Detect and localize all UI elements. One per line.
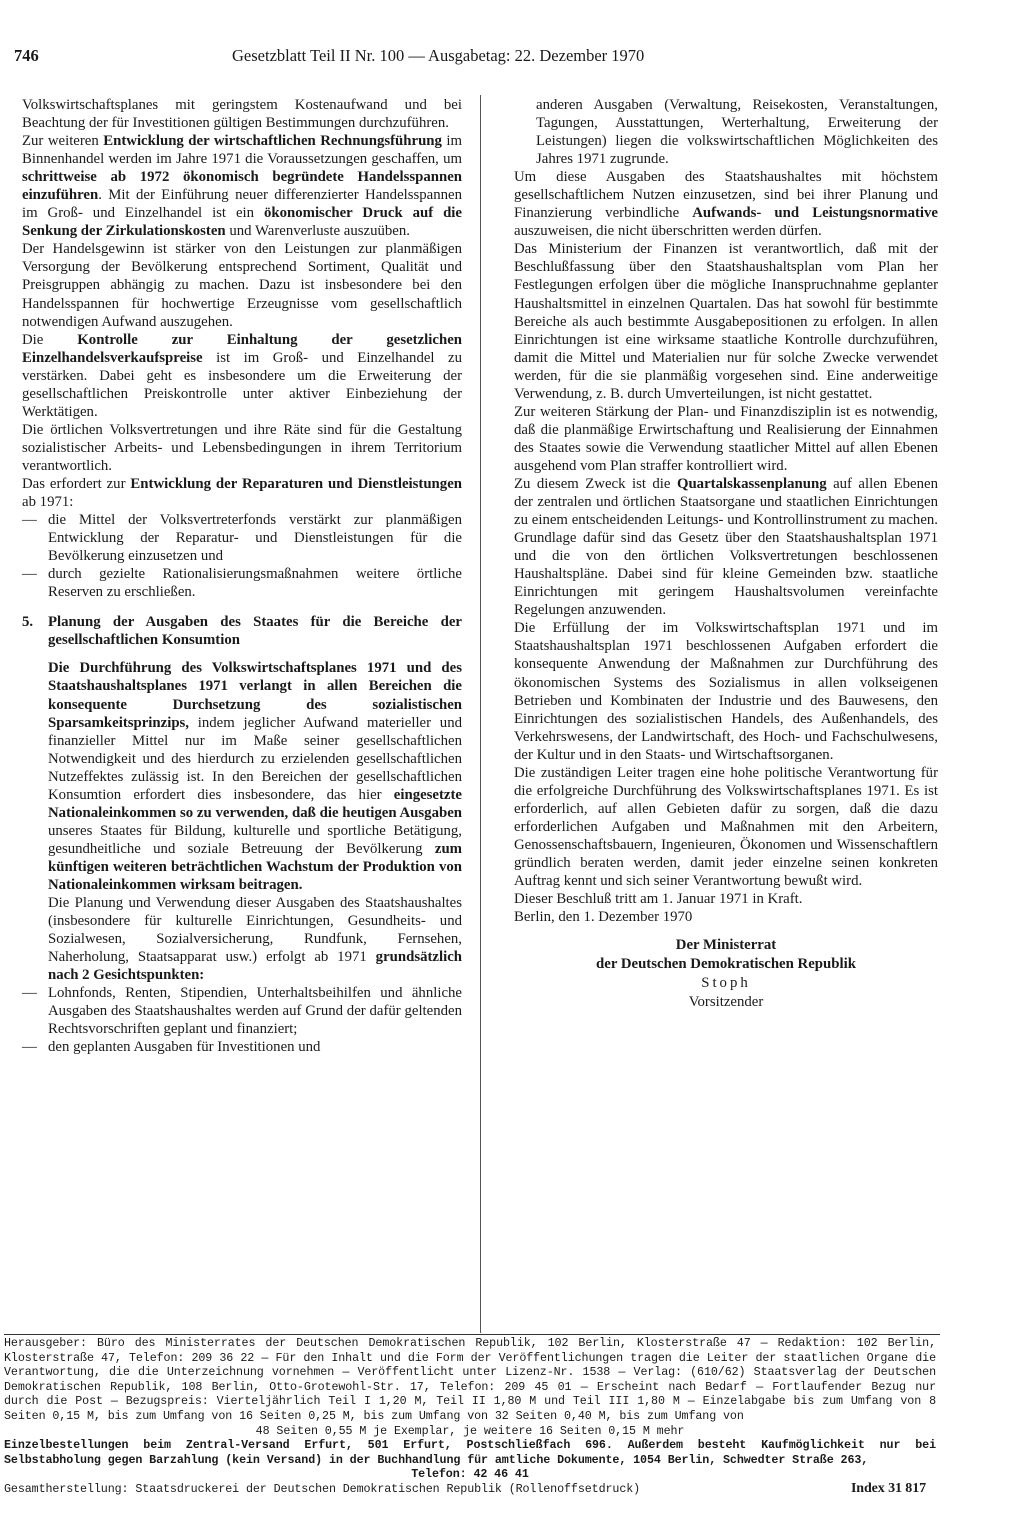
list-item: — Lohnfonds, Renten, Stipendien, Unterhaltsbeihilfen und ähnliche Ausgaben des Staatshaushaltes werden auf Grund der dafür geltenden Rechtsvorschriften geplant und finanziert; [22, 985, 462, 1038]
footer-divider [4, 1334, 940, 1335]
signatory-name: Stoph [701, 975, 751, 992]
section-heading: 5. Planung der Ausgaben des Staates für die Bereiche der gesellschaftlichen Konsumtion [22, 614, 462, 649]
column-divider [480, 95, 481, 1333]
index-number: Index 31 817 [850, 1480, 926, 1496]
page-number: 746 [14, 46, 39, 65]
imprint-text: 48 Seiten 0,55 M je Exemplar, je weitere 16 Seiten 0,15 M mehr [255, 1423, 685, 1438]
list-item: — den geplanten Ausgaben für Investitionen und [22, 1039, 321, 1056]
running-title: Gesetzblatt Teil II Nr. 100 — Ausgabetag: 22. Dezember 1970 [232, 46, 645, 65]
paragraph: Die zuständigen Leiter tragen eine hohe politische Verantwortung für die erfolgreiche Durchführung des Volkswirtschaftsplanes 1971. Es ist erforderlich, auf allen Gebieten dafür zu sorgen, daß die dazu erforderlichen Aufgaben und Maßnahmen mit den Arbeitern, Genossenschaftsbauern, Ingenieuren, Ökonomen und Wissenschaftlern gründlich beraten werden, damit jeder einzelne seinen konkreten Auftrag kennt und sich seiner Verantwortung bewußt wird. [514, 764, 938, 890]
paragraph: Zur weiteren Entwicklung der wirtschaftlichen Rechnungsführung im Binnenhandel werden im Jahre 1971 die Voraussetzungen geschaffen, um schrittweise ab 1972 ökonomisch begründete Handelsspannen einzuführen. Mit der Einführung neuer differenzierter Handelsspannen im Groß- und Einzelhandel ist ein ökonomischer Druck auf die Senkung der Zirkulationskosten und Warenverluste auszuüben. [22, 133, 463, 240]
signature-block [514, 936, 938, 1012]
imprint-text: Herausgeber: Büro des Ministerrates der Deutschen Demokratischen Republik, 102 Berlin, Klosterstraße 47 — Redaktion: 102 Berlin, Klosterstraße 47, Telefon: 209 36 22 — Für den Inhalt und die Form der Veröffentlichungen tragen die Leiter der staatlichen Organe die Verantwortung, die die Unterzeichnung vornehmen — Veröffentlicht unter Lizenz-Nr. 1538 — Verlag: (610/62) Staatsverlag der Deutschen Demokratischen Republik, 108 Berlin, Otto-Grotewohl-Str. 17, Telefon: 209 45 01 — Erscheint nach Bedarf — Fortlaufender Bezug nur durch die Post — Bezugspreis: Vierteljährlich Teil I 1,20 M, Teil II 1,80 M und Teil III 1,80 M — Einzelabgabe bis zum Umfang von 8 Seiten 0,15 M, bis zum Umfang von 16 Seiten 0,25 M, bis zum Umfang von 32 Seiten 0,40 M, bis zum Umfang von [4, 1336, 936, 1423]
imprint-footer [4, 1336, 936, 1497]
signatory-body: Der Ministerrat [675, 937, 777, 954]
paragraph: Die Durchführung des Volkswirtschaftsplanes 1971 und des Staatshaushaltsplanes 1971 verlangt in allen Bereichen die konsequente Durchsetzung des sozialistischen Sparsamkeitsprinzips, indem jeglicher Aufwand materieller und finanzieller Mittel nur im Maße seiner gesellschaftlichen Notwendigkeit und des hierdurch zu erzielenden gesellschaftlichen Nutzeffektes zulässig ist. In den Bereichen der gesellschaftlichen Konsumtion erfordert dies insbesondere, das hier eingesetzte Nationaleinkommen so zu verwenden, daß die heutigen Ausgaben unseres Staates für Bildung, kulturelle und sportliche Betätigung, gesundheitliche und soziale Betreuung der Bevölkerung zum künftigen weiteren beträchtlichen Wachstum der Produktion von Nationaleinkommen wirksam beitragen. [48, 660, 462, 893]
paragraph: Die örtlichen Volksvertretungen und ihre Räte sind für die Gestaltung sozialistischer Arbeits- und Lebensbedingungen in ihrem Territorium verantwortlich. [22, 421, 462, 474]
place-date: Berlin, den 1. Dezember 1970 [514, 909, 693, 926]
effective-date: Dieser Beschluß tritt am 1. Januar 1971 in Kraft. [514, 891, 803, 908]
list-item: — durch gezielte Rationalisierungsmaßnahmen weitere örtliche Reserven zu erschließen. [22, 566, 462, 601]
paragraph: Die Erfüllung der im Volkswirtschaftsplan 1971 und im Staatshaushaltsplan 1971 beschlossenen Aufgaben erfordert die konsequente Anwendung der Maßnahmen zur Durchführung des ökonomischen Systems des Sozialismus in allen volkseigenen Betrieben und Kombinaten der Industrie und des Bauwesens, den Einrichtungen des sozialistischen Handels, des Außenhandels, des Verkehrswesens, der Landwirtschaft, des Hoch- und Fachschulwesens, der Kultur und in den Staats- und Wirtschaftsorganen. [514, 620, 938, 763]
signatory-state: der Deutschen Demokratischen Republik [596, 956, 856, 973]
list-item: — die Mittel der Volksvertreterfonds verstärkt zur planmäßigen Entwicklung der Reparatur- und Dienstleistungen für die Bevölkerung einzusetzen und [22, 512, 462, 565]
paragraph: Zur weiteren Stärkung der Plan- und Finanzdisziplin ist es notwendig, daß die planmäßige Erwirtschaftung und Realisierung der Einnahmen des Staates sowie die Verwendung staatlicher Mittel auf allen Ebenen ausgehend vom Plan straffer kontrolliert wird. [514, 403, 938, 474]
paragraph: Zu diesem Zweck ist die Quartalskassenplanung auf allen Ebenen der zentralen und örtlichen Staatsorgane und staatlichen Einrichtungen zu einem entscheidenden Leitungs- und Kontrollinstrument zu machen. Grundlage dafür sind das Gesetz über den Staatshaushaltsplan 1971 und die von den örtlichen Volksvertretungen beschlossenen Haushaltspläne. Dabei sind für kleine Gemeinden bzw. staatliche Einrichtungen mit geringem Haushaltsvolumen vereinfachte Regelungen anzuwenden. [514, 475, 938, 619]
signatory-title: Vorsitzender [688, 994, 764, 1011]
right-column [514, 96, 938, 1012]
paragraph: Volkswirtschaftsplanes mit geringstem Kostenaufwand und bei Beachtung der für Investitionen gültigen Bestimmungen durchzuführen. [22, 97, 462, 132]
paragraph: Um diese Ausgaben des Staatshaushaltes mit höchstem gesellschaftlichem Nutzen einzusetzen, sind bei ihrer Planung und Finanzierung verbindliche Aufwands- und Leistungsnormative auszuweisen, die nicht überschritten werden dürfen. [514, 169, 938, 240]
printer-credit: Gesamtherstellung: Staatsdruckerei der Deutschen Demokratischen Republik (Rollenoffsetdruck) [4, 1481, 641, 1496]
imprint-text: Telefon: 42 46 41 [411, 1467, 529, 1482]
imprint-last-line [4, 1482, 936, 1497]
paragraph: Die Planung und Verwendung dieser Ausgaben des Staatshaushaltes (insbesondere für kulturelle Einrichtungen, Gesundheits- und Sozialwesen, Sozialversicherung, Rundfunk, Fernsehen, Naherholung, Staatsapparat usw.) erfolgt ab 1971 grundsätzlich nach 2 Gesichtspunkten: [48, 895, 462, 984]
paragraph: Das erfordert zur Entwicklung der Reparaturen und Dienstleistungen ab 1971: [22, 475, 462, 511]
paragraph: Das Ministerium der Finanzen ist verantwortlich, daß mit der Beschlußfassung über den Staatshaushaltsplan vom Plan her Festlegungen erfolgen über die mögliche Inanspruchnahme geplanter Haushaltsmittel in einzelnen Quartalen. Das hat sowohl für bestimmte Bereiche als auch bestimmte Ausgabepositionen zu erfolgen. In allen Einrichtungen ist eine wirksame staatliche Kontrolle durchzuführen, damit die Mittel und Materialien nur für solche Zwecke verwendet werden, für die sie planmäßig vorgesehen sind. Eine anderweitige Verwendung, z. B. durch Umverteilungen, ist nicht gestattet. [514, 241, 938, 402]
section-body [22, 659, 462, 984]
imprint-text: Einzelbestellungen beim Zentral-Versand Erfurt, 501 Erfurt, Postschließfach 696. Außerdem besteht Kaufmöglichkeit nur bei Selbstabholung gegen Barzahlung (kein Versand) in der Buchhandlung für amtliche Dokumente, 1054 Berlin, Schwedter Straße 263, [4, 1438, 936, 1467]
paragraph: Die Kontrolle zur Einhaltung der gesetzlichen Einzelhandelsverkaufspreise ist im Groß- und Einzelhandel zu verstärken. Dabei geht es insbesondere um die Erweiterung der gesellschaftlichen Preiskontrolle unter aktiver Einbeziehung der Werktätigen. [22, 331, 462, 420]
paragraph: Der Handelsgewinn ist stärker von den Leistungen zur planmäßigen Versorgung der Bevölkerung entsprechend Sortiment, Qualität und Preisgruppen abhängig zu machen. Dazu ist insbesondere bei den Handelsspannen für hochwertige Erzeugnisse vom gesellschaftlich notwendigen Aufwand auszugehen. [22, 241, 462, 330]
paragraph: anderen Ausgaben (Verwaltung, Reisekosten, Veranstaltungen, Tagungen, Ausstattungen, Werterhaltung, Erweiterung der Leistungen) liegen die volkswirtschaftlichen Möglichkeiten des Jahres 1971 zugrunde. [536, 97, 938, 168]
left-column [22, 96, 462, 1056]
